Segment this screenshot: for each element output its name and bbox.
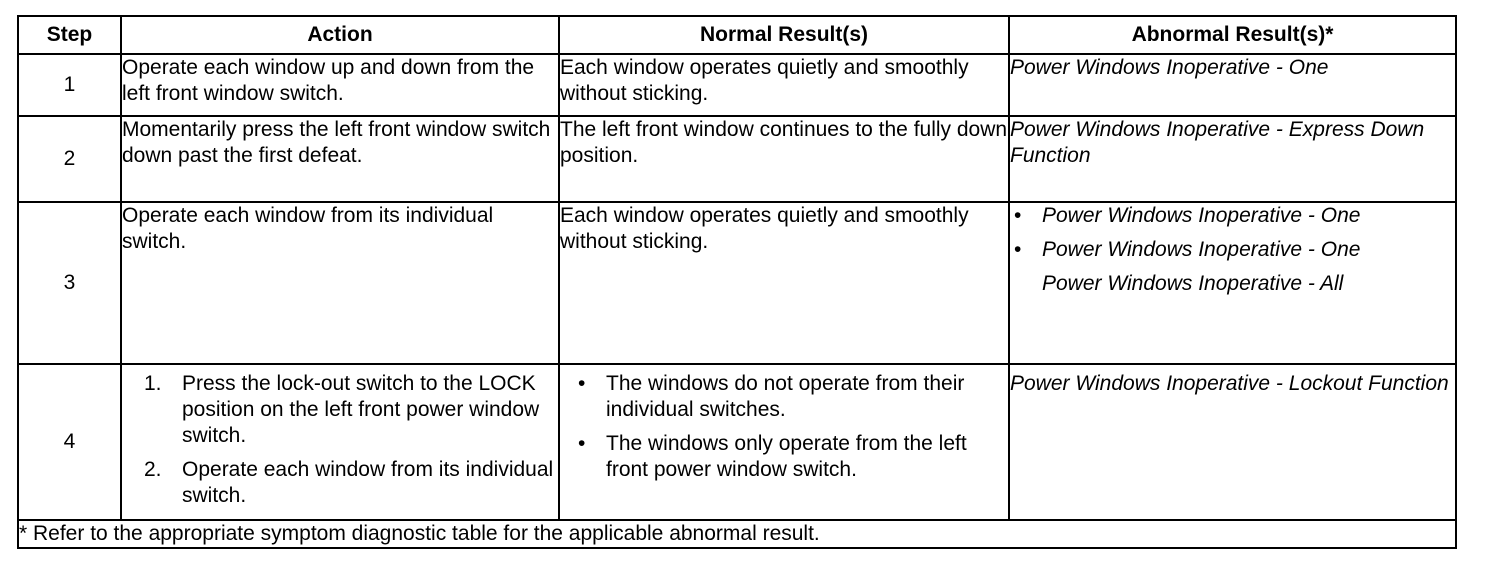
footnote-row: [18, 520, 1456, 548]
abnormal-bullet-text: Power Windows Inoperative - One: [1042, 238, 1361, 261]
list-item: [578, 371, 1008, 423]
normal-bullet-text: The windows do not operate from their individual switches.: [606, 372, 965, 421]
step-number: 3: [18, 202, 121, 364]
footnote: * Refer to the appropriate symptom diagnostic table for the applicable abnormal result.: [18, 520, 1456, 548]
action-cell: Operate each window from its individual switch.: [121, 202, 559, 364]
abnormal-result-cell: Power Windows Inoperative - Express Down Function: [1009, 116, 1456, 202]
abnormal-result-cell: Power Windows Inoperative - Lockout Function: [1009, 364, 1456, 520]
bullet-icon: •: [1014, 204, 1022, 227]
step-number: 2: [18, 116, 121, 202]
normal-result-cell: The left front window continues to the fully down position.: [559, 116, 1009, 202]
table-row: [18, 54, 1456, 116]
list-item: [1014, 237, 1455, 263]
table-row: [18, 364, 1456, 520]
header-abnormal-results: Abnormal Result(s)*: [1009, 16, 1456, 54]
header-action: Action: [121, 16, 559, 54]
action-item-text: Operate each window from its individual switch.: [182, 458, 554, 507]
list-item: [144, 457, 558, 509]
normal-bullet-text: The windows only operate from the left front power window switch.: [606, 432, 967, 481]
normal-result-cell: [559, 364, 1009, 520]
abnormal-result-cell: [1009, 202, 1456, 364]
normal-result-cell: Each window operates quietly and smoothly without sticking.: [559, 54, 1009, 116]
list-item: [1014, 203, 1455, 229]
header-step: Step: [18, 16, 121, 54]
abnormal-result-cell: Power Windows Inoperative - One: [1009, 54, 1456, 116]
list-item: [144, 371, 558, 449]
action-cell: [121, 364, 559, 520]
action-cell: Operate each window up and down from the left front window switch.: [121, 54, 559, 116]
bullet-icon: •: [1014, 238, 1022, 261]
action-item-text: Press the lock-out switch to the LOCK position on the left front power window switch.: [182, 372, 540, 447]
bullet-icon: •: [578, 432, 586, 455]
abnormal-bullet-text: Power Windows Inoperative - One: [1042, 204, 1361, 227]
list-item: [578, 431, 1008, 483]
table-row: [18, 202, 1456, 364]
item-number: 1.: [144, 372, 162, 395]
action-cell: Momentarily press the left front window switch down past the first defeat.: [121, 116, 559, 202]
header-normal-results: Normal Result(s): [559, 16, 1009, 54]
table-row: [18, 116, 1456, 202]
bullet-icon: •: [578, 372, 586, 395]
abnormal-extra-text: Power Windows Inoperative - All: [1042, 272, 1344, 295]
item-number: 2.: [144, 458, 162, 481]
header-row: [18, 16, 1456, 54]
step-number: 1: [18, 54, 121, 116]
normal-result-cell: Each window operates quietly and smoothly without sticking.: [559, 202, 1009, 364]
diagnostic-table: [17, 15, 1457, 549]
step-number: 4: [18, 364, 121, 520]
